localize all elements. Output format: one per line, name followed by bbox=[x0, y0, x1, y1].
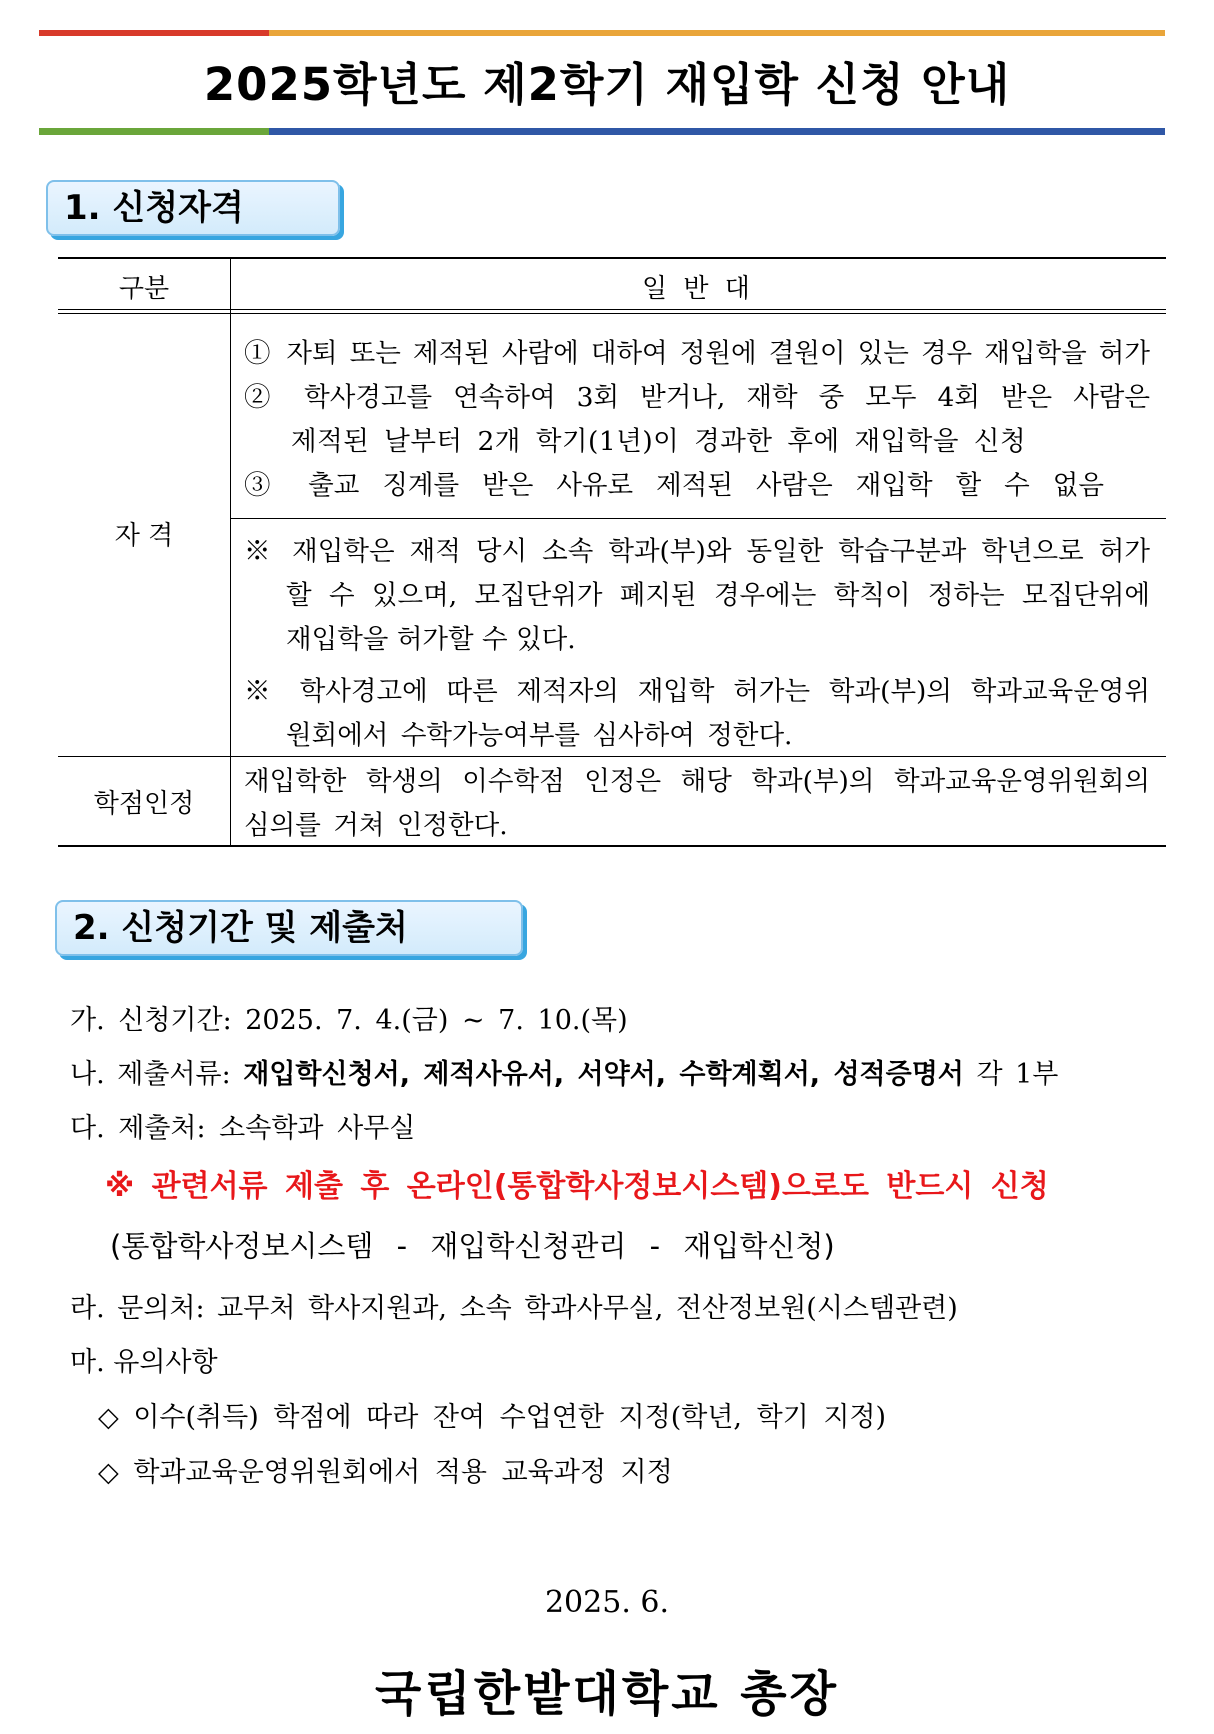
submission-place: 다. 제출처: 소속학과 사무실 bbox=[70, 1113, 416, 1144]
credit-text: 심의를 거쳐 인정한다. bbox=[244, 810, 508, 841]
caution-item: ◇ 학과교육운영위원회에서 적용 교육과정 지정 bbox=[98, 1457, 673, 1488]
credit-text: 재입학한 학생의 이수학점 인정은 해당 학과(부)의 학과교육운영위원회의 bbox=[244, 766, 1150, 797]
application-period: 가. 신청기간: 2025. 7. 4.(금) ~ 7. 10.(목) bbox=[70, 1005, 628, 1036]
required-documents: 나. 제출서류: 재입학신청서, 제적사유서, 서약서, 수학계획서, 성적증명서 각 1부 bbox=[70, 1059, 1059, 1090]
signature: 국립한밭대학교 총장 bbox=[374, 1666, 840, 1722]
eligibility-note-cont: 재입학을 허가할 수 있다. bbox=[286, 624, 576, 655]
title-top-bar bbox=[39, 30, 1165, 36]
eligibility-item: ③ 출교 징계를 받은 사유로 제적된 사람은 재입학 할 수 없음 bbox=[244, 470, 1104, 501]
issue-date: 2025. 6. bbox=[544, 1585, 670, 1620]
caution-title: 마. 유의사항 bbox=[70, 1347, 218, 1378]
section1-heading: 1. 신청자격 bbox=[46, 180, 340, 236]
eligibility-note: ※ 학사경고에 따른 제적자의 재입학 허가는 학과(부)의 학과교육운영위 bbox=[244, 676, 1150, 707]
online-notice: ※ 관련서류 제출 후 온라인(통합학사정보시스템)으로도 반드시 신청 bbox=[105, 1169, 1049, 1204]
eligibility-note: ※ 재입학은 재적 당시 소속 학과(부)와 동일한 학습구분과 학년으로 허가 bbox=[244, 536, 1150, 567]
contact-info: 라. 문의처: 교무처 학사지원과, 소속 학과사무실, 전산정보원(시스템관련) bbox=[70, 1293, 958, 1324]
eligibility-note-cont: 할 수 있으며, 모집단위가 폐지된 경우에는 학칙이 정하는 모집단위에 bbox=[286, 580, 1150, 611]
eligibility-item-cont: 제적된 날부터 2개 학기(1년)이 경과한 후에 재입학을 신청 bbox=[291, 426, 1027, 457]
eligibility-item: ① 자퇴 또는 제적된 사람에 대하여 정원에 결원이 있는 경우 재입학을 허가 bbox=[244, 338, 1150, 369]
eligibility-item: ② 학사경고를 연속하여 3회 받거나, 재학 중 모두 4회 받은 사람은 bbox=[244, 382, 1150, 413]
section2-heading: 2. 신청기간 및 제출처 bbox=[55, 900, 523, 956]
caution-item: ◇ 이수(취득) 학점에 따라 잔여 수업연한 지정(학년, 학기 지정) bbox=[98, 1402, 887, 1433]
table-header-category: 구분 bbox=[118, 274, 170, 304]
title-bottom-bar bbox=[39, 128, 1165, 135]
system-path: (통합학사정보시스템 - 재입학신청관리 - 재입학신청) bbox=[110, 1229, 835, 1263]
row-label-eligibility: 자 격 bbox=[114, 521, 174, 551]
table-header-general: 일 반 대 bbox=[642, 274, 754, 304]
row-label-credit: 학점인정 bbox=[93, 789, 195, 819]
eligibility-note-cont: 원회에서 수학가능여부를 심사하여 정한다. bbox=[286, 720, 793, 751]
document-title: 2025학년도 제2학기 재입학 신청 안내 bbox=[203, 58, 1011, 111]
